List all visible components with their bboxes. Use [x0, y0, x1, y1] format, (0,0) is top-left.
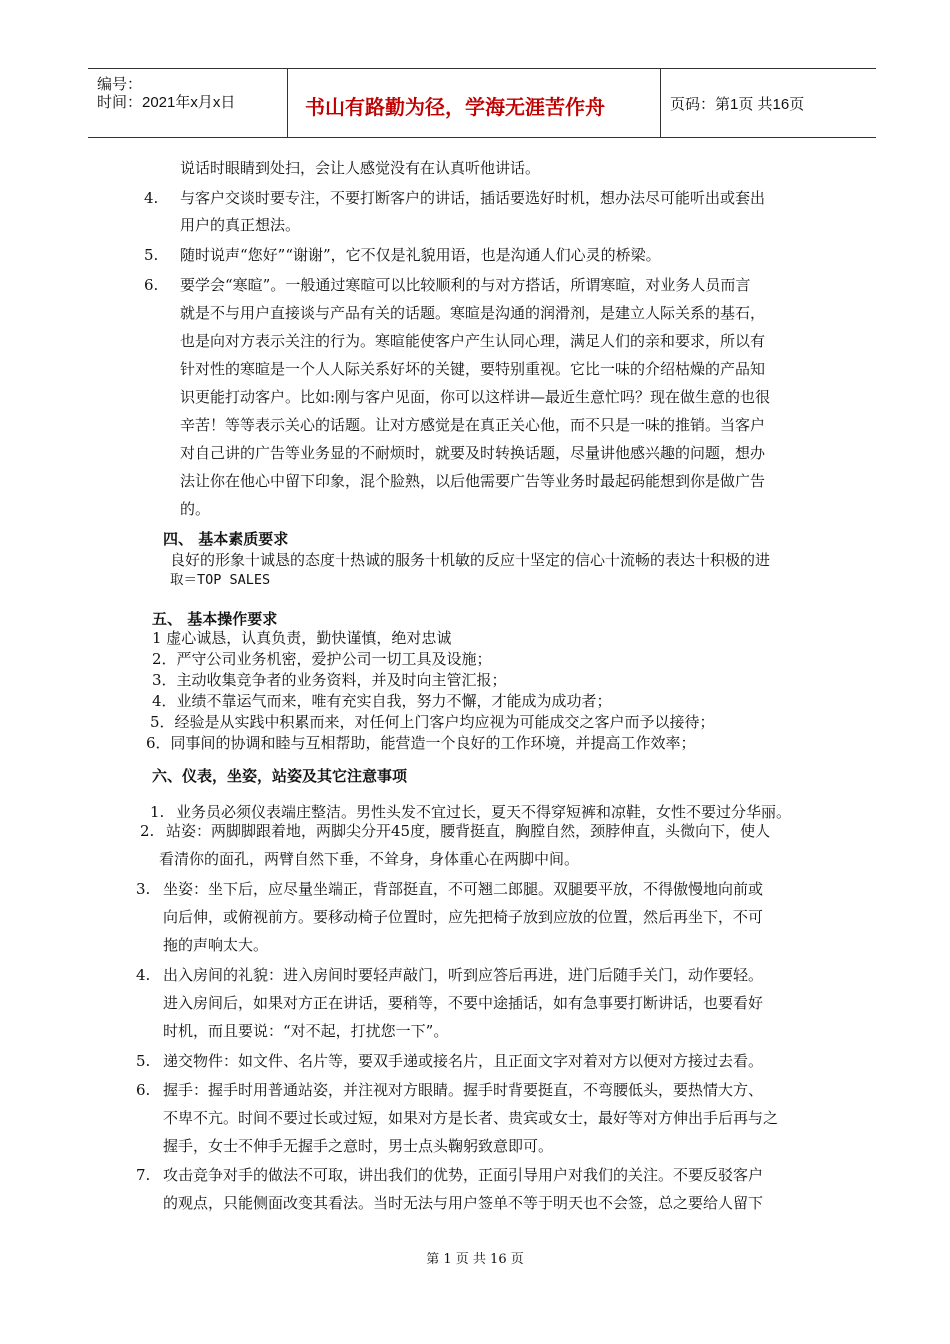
list-item: 1 虚心诚恳，认真负责，勤快谨慎，绝对忠诚: [152, 629, 452, 647]
header-divider: [660, 69, 661, 137]
page-footer: 第 1 页 共 16 页: [426, 1252, 524, 1267]
list-item: 辛苦！等等表示关心的话题。让对方感觉是在真正关心他，而不只是一味的推销。当客户: [180, 416, 766, 434]
list-item: 6．同事间的协调和睦与互相帮助，能营造一个良好的工作环境，并提高工作效率；: [146, 734, 696, 752]
list-item: 站姿：两脚脚跟着地，两脚尖分开45度，腰背挺直，胸膛自然，颈脖伸直，头微向下，使人: [166, 822, 771, 840]
list-number: 1.: [150, 803, 165, 821]
header-motto: 书山有路勤为径，学海无涯苦作舟: [305, 95, 605, 119]
list-item: 握手：握手时用普通站姿，并注视对方眼睛。握手时背要挺直，不弯腰低头，要热情大方、: [163, 1081, 764, 1099]
list-item: 5．经验是从实践中积累而来，对任何上门客户均应视为可能成交之客户而予以接待；: [150, 713, 715, 731]
list-number: 2.: [140, 822, 155, 840]
list-item: 识更能打动客户。比如:刚与客户见面，你可以这样讲—最近生意忙吗？现在做生意的也很: [180, 388, 771, 406]
list-item: 时机，而且要说：“对不起，打扰您一下”。: [163, 1022, 449, 1040]
section-heading: 五、 基本操作要求: [152, 610, 278, 628]
paragraph: 取＝TOP SALES: [170, 572, 271, 588]
list-item: 拖的声响太大。: [163, 936, 269, 954]
list-item: 业务员必须仪表端庄整洁。男性头发不宜过长，夏天不得穿短裤和凉鞋，女性不要过分华丽。: [176, 803, 792, 821]
list-item: 3．主动收集竞争者的业务资料，并及时向主管汇报；: [152, 671, 507, 689]
doc-date: 时间：2021年x月x日: [97, 94, 236, 111]
list-item: 就是不与用户直接谈与产品有关的话题。寒暄是沟通的润滑剂，是建立人际关系的基石，: [180, 304, 766, 322]
list-item: 法让你在他心中留下印象，混个脸熟，以后他需要广告等业务时最起码能想到你是做广告: [180, 472, 766, 490]
list-item: 2．严守公司业务机密，爱护公司一切工具及设施；: [152, 650, 492, 668]
list-item: 对自己讲的广告等业务显的不耐烦时，就要及时转换话题，尽量讲他感兴趣的问题，想办: [180, 444, 766, 462]
list-item: 也是向对方表示关注的行为。寒暄能使客户产生认同心理，满足人们的亲和要求，所以有: [180, 332, 766, 350]
list-number: 5.: [136, 1052, 151, 1070]
list-number: 4.: [144, 189, 159, 207]
list-item: 看清你的面孔，两臂自然下垂，不耸身，身体重心在两脚中间。: [159, 850, 580, 868]
doc-number: 编号：: [97, 76, 143, 93]
section-heading: 六、仪表，坐姿，站姿及其它注意事项: [152, 767, 408, 785]
list-item: 进入房间后，如果对方正在讲话，要稍等，不要中途插话，如有急事要打断讲话，也要看好: [163, 994, 764, 1012]
header-divider: [287, 69, 288, 137]
list-number: 6.: [144, 276, 159, 294]
list-item: 4．业绩不靠运气而来，唯有充实自我，努力不懈，才能成为成功者；: [152, 692, 612, 710]
list-item: 攻击竞争对手的做法不可取，讲出我们的优势，正面引导用户对我们的关注。不要反驳客户: [163, 1166, 764, 1184]
list-number: 3.: [136, 880, 151, 898]
list-item: 坐姿：坐下后，应尽量坐端正，背部挺直，不可翘二郎腿。双腿要平放，不得傲慢地向前或: [163, 880, 764, 898]
list-item: 针对性的寒暄是一个人人际关系好坏的关键，要特别重视。它比一味的介绍枯燥的产品知: [180, 360, 766, 378]
list-item: 不卑不亢。时间不要过长或过短，如果对方是长者、贵宾或女士，最好等对方伸出手后再与之: [163, 1109, 779, 1127]
list-item: 随时说声“您好”“谢谢”，它不仅是礼貌用语，也是沟通人们心灵的桥梁。: [180, 246, 661, 264]
list-item: 握手，女士不伸手无握手之意时，男士点头鞠躬致意即可。: [163, 1137, 554, 1155]
section-heading: 四、 基本素质要求: [163, 530, 289, 548]
list-item: 递交物件：如文件、名片等，要双手递或接名片，且正面文字对着对方以便对方接过去看。: [163, 1052, 764, 1070]
list-item: 的。: [180, 500, 211, 518]
header-page-info: 页码：第1页 共16页: [670, 96, 805, 113]
list-number: 4.: [136, 966, 151, 984]
list-item: 出入房间的礼貌：进入房间时要轻声敲门，听到应答后再进，进门后随手关门，动作要轻。: [163, 966, 764, 984]
list-item: 向后伸，或俯视前方。要移动椅子位置时，应先把椅子放到应放的位置，然后再坐下，不可: [163, 908, 764, 926]
list-number: 7.: [136, 1166, 151, 1184]
list-item: 用户的真正想法。: [180, 216, 301, 234]
list-item: 说话时眼睛到处扫，会让人感觉没有在认真听他讲话。: [180, 159, 541, 177]
list-number: 5.: [144, 246, 159, 264]
list-item: 的观点，只能侧面改变其看法。当时无法与用户签单不等于明天也不会签，总之要给人留下: [163, 1194, 764, 1212]
paragraph: 良好的形象十诚恳的态度十热诚的服务十机敏的反应十坚定的信心十流畅的表达十积极的进: [170, 551, 771, 569]
list-item: 与客户交谈时要专注，不要打断客户的讲话，插话要选好时机，想办法尽可能听出或套出: [180, 189, 766, 207]
list-number: 6.: [136, 1081, 151, 1099]
list-item: 要学会“寒暄”。一般通过寒暄可以比较顺利的与对方搭话，所谓寒暄，对业务人员而言: [180, 276, 751, 294]
